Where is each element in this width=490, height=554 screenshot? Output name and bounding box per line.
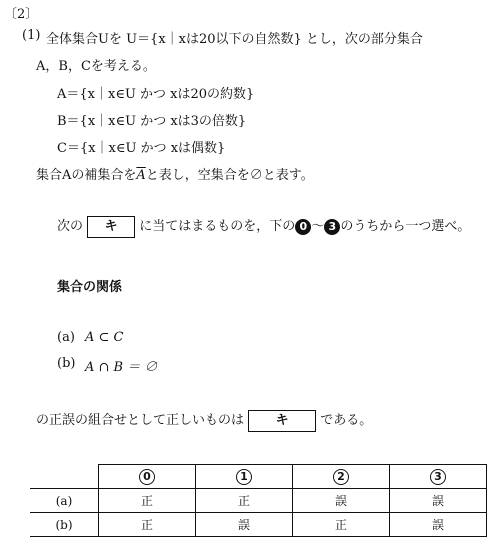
answer-pre: の正誤の組合せとして正しいものは [36,413,245,428]
choice-1-circle: 1 [236,469,252,485]
question-tilde: ～ [311,219,325,234]
question-sentence [57,215,470,239]
choice-3-circle: 3 [430,469,446,485]
choice-0-circle: 0 [139,469,155,485]
section-label: 〔2〕 [4,7,39,22]
answer-post: である。 [320,413,373,428]
complement-post: と表し，空集合を∅と表す。 [145,168,314,183]
header-cell-2 [293,465,390,489]
intro-line-2: A，B，Cを考える。 [36,59,156,74]
row-label-b: (b) [30,513,99,537]
cell-a-0: 正 [99,489,196,513]
complement-symbol: $\overline{A}$ [136,168,146,183]
question-pre: 次の [57,219,84,234]
cell-a-1: 正 [196,489,293,513]
answer-sentence [36,409,372,433]
choice-2-circle: 2 [333,469,349,485]
question-post: のうちから一つ選べ。 [340,219,471,234]
table-header-row [30,465,487,489]
set-def-a: A＝{x｜x∈U かつ xは20の約数} [57,87,255,102]
choice-3-badge: 3 [324,219,340,235]
row-label-a: (a) [30,489,99,513]
table-corner [30,465,99,489]
question-mid: に当てはまるものを，下の [139,219,296,234]
header-cell-0 [99,465,196,489]
cell-b-0: 正 [99,513,196,537]
choice-0-badge: 0 [295,219,311,235]
set-def-c: C＝{x｜x∈U かつ xは偶数} [57,141,226,156]
cell-b-2: 正 [293,513,390,537]
cell-a-3: 誤 [390,489,487,513]
intro-line-1: 全体集合Uを U＝{x｜xは20以下の自然数} とし，次の部分集合 [46,32,423,47]
choices-table [30,464,487,537]
complement-pre: 集合Aの補集合を [36,168,137,183]
relation-b-expr: A ∩ B ＝ ∅ [85,360,158,375]
cell-a-2: 誤 [293,489,390,513]
set-def-b: B＝{x｜x∈U かつ xは3の倍数} [57,114,247,129]
table-row-b [30,513,487,537]
cell-b-3: 誤 [390,513,487,537]
complement-sentence [36,164,314,183]
table-row-a [30,489,487,513]
relation-a-expr: A ⊂ C [85,330,124,345]
cell-b-1: 誤 [196,513,293,537]
problem-number: (1) [22,28,41,43]
header-cell-3 [390,465,487,489]
relation-b-label: (b) [57,356,76,371]
answer-box-ki-2: キ [248,410,316,432]
answer-box-ki: キ [87,216,135,238]
relation-heading: 集合の関係 [57,280,123,295]
relation-a-label: (a) [57,330,75,345]
header-cell-1 [196,465,293,489]
